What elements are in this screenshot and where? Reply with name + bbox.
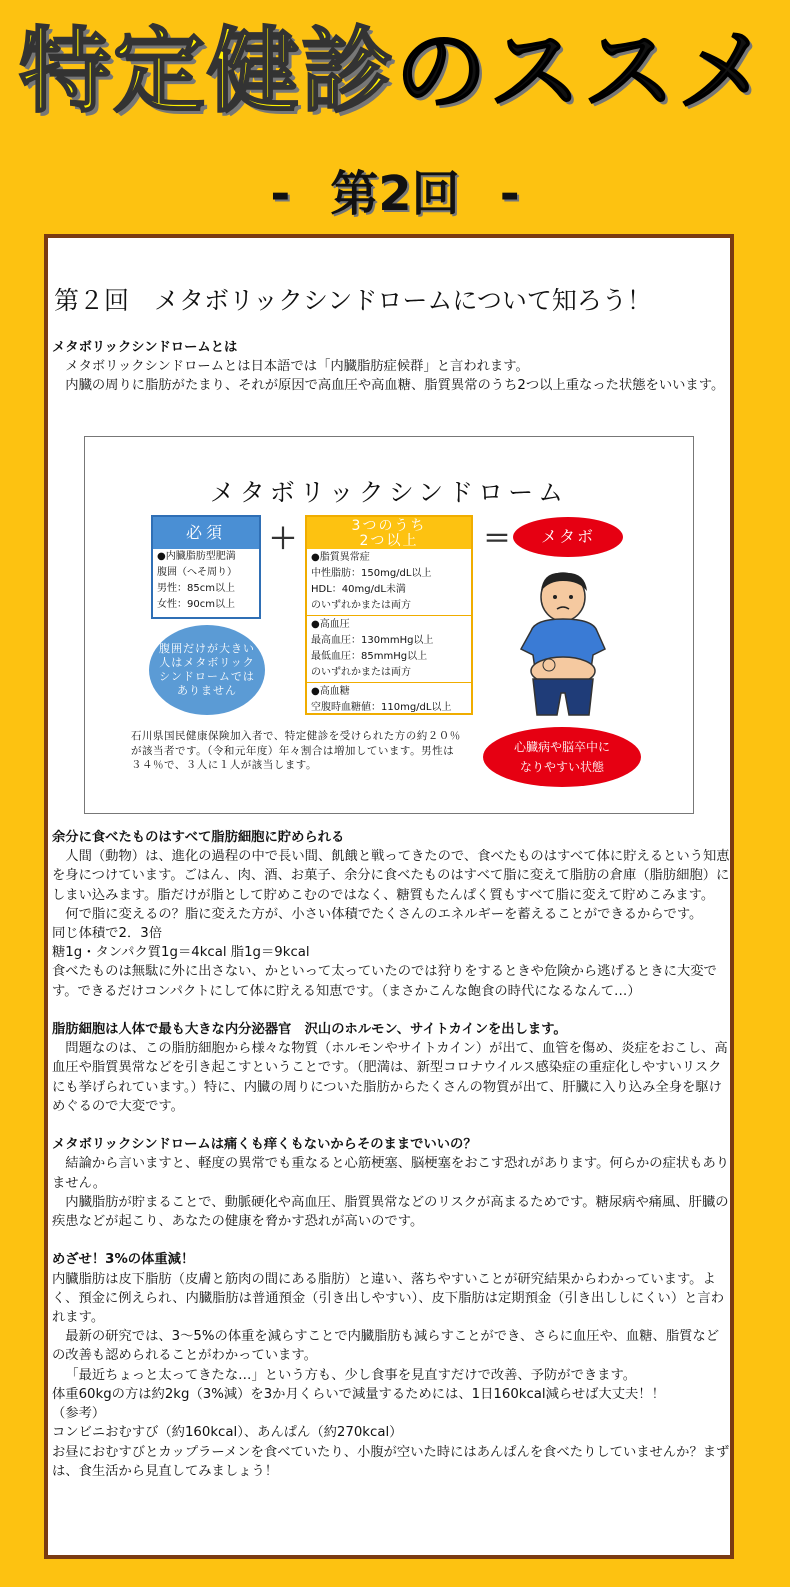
page-title-highlight: 特定健診 — [18, 18, 395, 125]
paragraph: 糖1g・タンパク質1g＝4kcal 脂1g＝9kcal — [52, 945, 310, 961]
criteria-line: 最高血圧：130mmHg以上 — [311, 635, 434, 646]
paragraph: 結論から言いますと、軽度の異常でも重なると心筋梗塞、脳梗塞をおこす恐れがあります。何らかの症状もありません。 — [52, 1156, 730, 1191]
spacer — [52, 1116, 732, 1135]
paragraph: （参考） — [52, 1406, 106, 1422]
paragraph: 食べたものは無駄に外に出さない、かといって太っていたのでは狩りをするときや危険から逃げるときに大変です。できるだけコンパクトにして体に貯える知恵です。（まさかこんな飽食の時代になるなんて…） — [52, 964, 717, 999]
page-title — [0, 18, 790, 125]
paragraph: 「最近ちょっと太ってきたな…」という方も、少し食事を見直すだけで改善、予防ができます。 — [65, 1367, 636, 1383]
equals-sign: ＝ — [483, 522, 512, 555]
statistics-note: 石川県国民健康保険加入者で、特定健診を受けられた方の約２０％が該当者です。（令和元年度）年々割合は増加しています。男性は３４％で、３人に１人が該当します。 — [131, 730, 461, 771]
page-title-rest: のススメ — [395, 18, 772, 125]
glucose-criteria — [307, 683, 471, 717]
criteria-line: ●内臓脂肪型肥満 — [157, 551, 236, 562]
spacer — [52, 1001, 732, 1020]
paragraph: コンビニおむすび（約160kcal）、あんぱん（約270kcal） — [52, 1425, 403, 1441]
section-title: 余分に食べたものはすべて脂肪細胞に貯められる — [52, 830, 345, 845]
label-line: 3つのうち — [351, 518, 427, 534]
criteria-line: 中性脂肪：150mg/dL以上 — [311, 568, 432, 579]
article-body-continued — [52, 828, 732, 1481]
criteria-line: のいずれかまたは両方 — [311, 667, 411, 678]
paragraph: 内臓脂肪は皮下脂肪（皮膚と筋肉の間にある脂肪）と違い、落ちやすいことが研究結果からわかっています。よく、預金に例えられ、内臓脂肪は普通預金（引き出しやすい）、皮下脂肪は定期預金（引き出ししにくい）と言われます。 — [52, 1271, 725, 1326]
risk-line: 心臓病や脳卒中に — [513, 740, 610, 754]
metabo-badge: メタボ — [513, 517, 623, 557]
paragraph: 問題なのは、この脂肪細胞から様々な物質（ホルモンやサイトカイン）が出て、血管を傷め、炎症をおこし、高血圧や脂質異常などを引き起こすということです。（肥満は、新型コロナウイルス感染症の重症化しやすいリスクにも挙げられています。）特に、内臓の周りについた脂肪からたくさんの物質が出て、肝臓に入り込み全身を駆けめぐるので大変です。 — [52, 1041, 728, 1114]
two-of-three-criteria-box — [305, 515, 473, 715]
article-heading: 第２回 メタボリックシンドロームについて知ろう！ — [54, 286, 652, 315]
criteria-line: HDL：40mg/dL未満 — [311, 584, 406, 595]
waist-only-note-text: 腹囲だけが大きい人はメタボリックシンドロームではありません — [159, 642, 255, 697]
section-title: メタボリックシンドロームは痛くも痒くもないからそのままでいいの？ — [52, 1137, 477, 1153]
section-metabolic-intro — [52, 338, 732, 396]
subtitle-dash: - — [270, 166, 291, 222]
diagram-title: メタボリックシンドローム — [209, 478, 569, 507]
paragraph: 同じ体積で2．3倍 — [52, 926, 162, 942]
criteria-line: ●脂質異常症 — [311, 552, 370, 563]
paragraph: 体重60kgの方は約2kg（3%減）を3か月くらいで減量するためには、1日160kcal減らせば大丈夫！！ — [52, 1386, 665, 1402]
paragraph: メタボリックシンドロームとは日本語では「内臓脂肪症候群」と言われます。 — [65, 359, 529, 375]
criteria-line: ●高血糖 — [311, 686, 350, 697]
waist-only-note — [149, 625, 265, 715]
section-title: 脂肪細胞は人体で最も大きな内分泌器官 沢山のホルモン、サイトカインを出します。 — [52, 1022, 567, 1038]
episode-subtitle — [0, 166, 790, 222]
two-of-three-label — [307, 517, 471, 549]
label-line: 2つ以上 — [359, 533, 419, 549]
section-title: メタボリックシンドロームとは — [52, 340, 238, 355]
paragraph: お昼におむすびとカップラーメンを食べていたり、小腹が空いた時にはあんぱんを食べたりしていませんか？まずは、食生活から見直してみましょう！ — [52, 1444, 730, 1479]
subtitle-dash: - — [499, 166, 520, 222]
criteria-line: のいずれかまたは両方 — [311, 600, 411, 611]
episode-number: 第2回 — [330, 166, 460, 222]
criteria-line: 最低血圧：85mmHg以上 — [311, 651, 428, 662]
spacer — [52, 1231, 732, 1250]
blood-pressure-criteria — [307, 616, 471, 683]
criteria-line: 女性：90cm以上 — [157, 599, 235, 610]
paragraph: 内臓脂肪が貯まることで、動脈硬化や高血圧、脂質異常などのリスクが高まるためです。糖尿病や痛風、肝臓の疾患などが起こり、あなたの健康を脅かす恐れが高いのです。 — [52, 1194, 729, 1230]
required-criteria-box — [151, 515, 261, 619]
article-panel — [44, 234, 734, 1559]
criteria-line: 空腹時血糖値：110mg/dL以上 — [311, 702, 452, 713]
metabolic-syndrome-diagram — [84, 436, 694, 814]
criteria-line: 男性：85cm以上 — [157, 583, 235, 594]
paragraph: 何で脂に変えるの？脂に変えた方が、小さい体積でたくさんのエネルギーを蓄えることができるからです。 — [65, 906, 703, 922]
plus-sign: ＋ — [269, 522, 298, 555]
risk-line: なりやすい状態 — [519, 760, 604, 774]
risk-badge — [483, 727, 641, 787]
required-label: 必須 — [153, 517, 259, 549]
lipid-criteria — [307, 549, 471, 616]
section-title: めざせ！3%の体重減！ — [52, 1252, 195, 1268]
criteria-line: ●高血圧 — [311, 619, 350, 630]
paragraph: 最新の研究では、3～5%の体重を減らすことで内臓脂肪も減らすことができ、さらに血圧や、血糖、脂質などの改善も認められることがわかっています。 — [52, 1329, 720, 1364]
paragraph: 人間（動物）は、進化の過程の中で長い間、飢餓と戦ってきたので、食べたものはすべて体に貯えるという知恵を身につけています。ごはん、肉、酒、お菓子、余分に食べたものはすべて脂に変えて脂肪の倉庫（脂肪細胞）にしまい込みます。脂だけが脂として貯めこむのではなく、糖質もたんぱく質もすべて脂に変えて貯めこみます。 — [52, 849, 730, 903]
criteria-line: 腹囲（へそ周り） — [157, 567, 237, 578]
overweight-person-illustration — [509, 569, 617, 719]
paragraph: 内臓の周りに脂肪がたまり、それが原因で高血圧や高血糖、脂質異常のうち2つ以上重なった状態をいいます。 — [65, 378, 725, 394]
